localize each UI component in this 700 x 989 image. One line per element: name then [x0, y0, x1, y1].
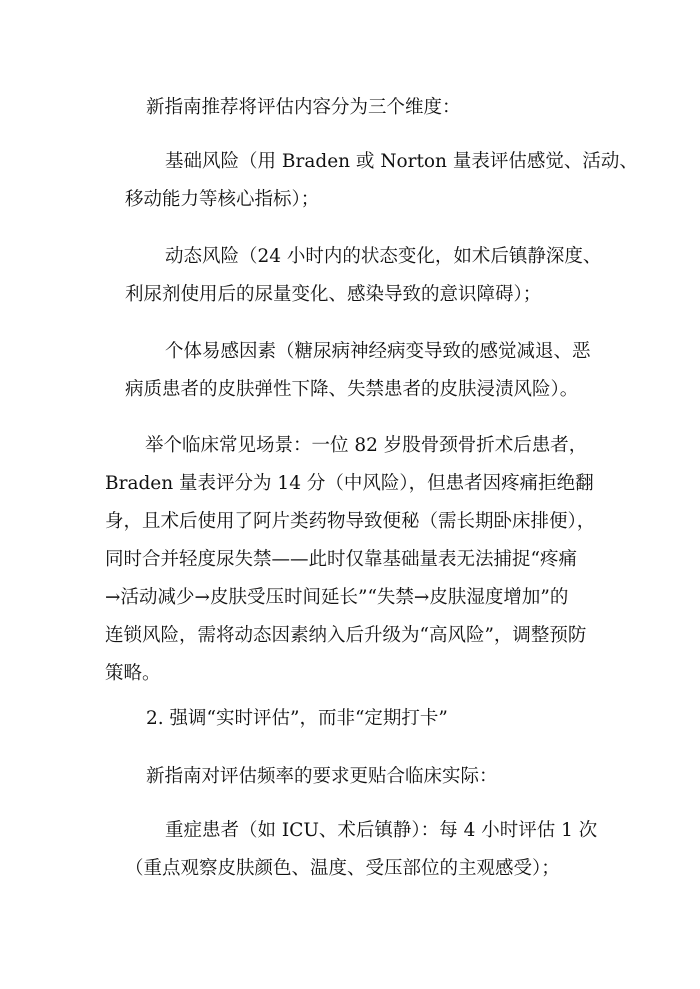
- paragraph-dynamic-risk: [125, 238, 601, 314]
- paragraph-frequency-intro: [146, 758, 498, 796]
- text-line: 新指南推荐将评估内容分为三个维度：: [146, 97, 461, 118]
- text-line: 新指南对评估频率的要求更贴合临床实际：: [146, 766, 498, 787]
- text-line: 病质患者的皮肤弹性下降、失禁患者的皮肤浸渍风险）。: [125, 379, 579, 400]
- text-line: 利尿剂使用后的尿量变化、感染导致的意识障碍）；: [125, 284, 542, 305]
- text-line: 2. 强调“实时评估”，而非“定期打卡”: [146, 708, 448, 729]
- text-line: 同时合并轻度尿失禁——此时仅靠基础量表无法捕捉“疼痛: [105, 549, 577, 570]
- text-line: 个体易感因素（糖尿病神经病变导致的感觉减退、恶: [165, 341, 591, 362]
- text-line: 策略。: [105, 663, 161, 684]
- paragraph-clinical-scenario: [105, 427, 595, 693]
- text-line: （重点观察皮肤颜色、温度、受压部位的主观感受）；: [125, 858, 560, 879]
- text-line: 移动能力等核心指标）；: [125, 189, 320, 210]
- text-line: 动态风险（24 小时内的状态变化，如术后镇静深度、: [165, 246, 602, 267]
- paragraph-icu-patients: [125, 812, 597, 888]
- paragraph-susceptibility: [125, 333, 591, 409]
- paragraph-intro: [146, 89, 461, 127]
- text-line: Braden 量表评分为 14 分（中风险），但患者因疼痛拒绝翻: [105, 473, 594, 494]
- text-line: 基础风险（用 Braden 或 Norton 量表评估感觉、活动、: [165, 151, 638, 172]
- section-heading: [146, 700, 448, 738]
- text-line: 连锁风险，需将动态因素纳入后升级为“高风险”，调整预防: [105, 625, 587, 646]
- paragraph-basic-risk: [125, 143, 638, 219]
- text-line: 举个临床常见场景：一位 82 岁股骨颈骨折术后患者，: [145, 435, 588, 456]
- text-line: →活动减少→皮肤受压时间延长”“失禁→皮肤湿度增加”的: [105, 587, 569, 608]
- text-line: 身，且术后使用了阿片类药物导致便秘（需长期卧床排便），: [105, 511, 596, 532]
- text-line: 重症患者（如 ICU、术后镇静）：每 4 小时评估 1 次: [165, 820, 598, 841]
